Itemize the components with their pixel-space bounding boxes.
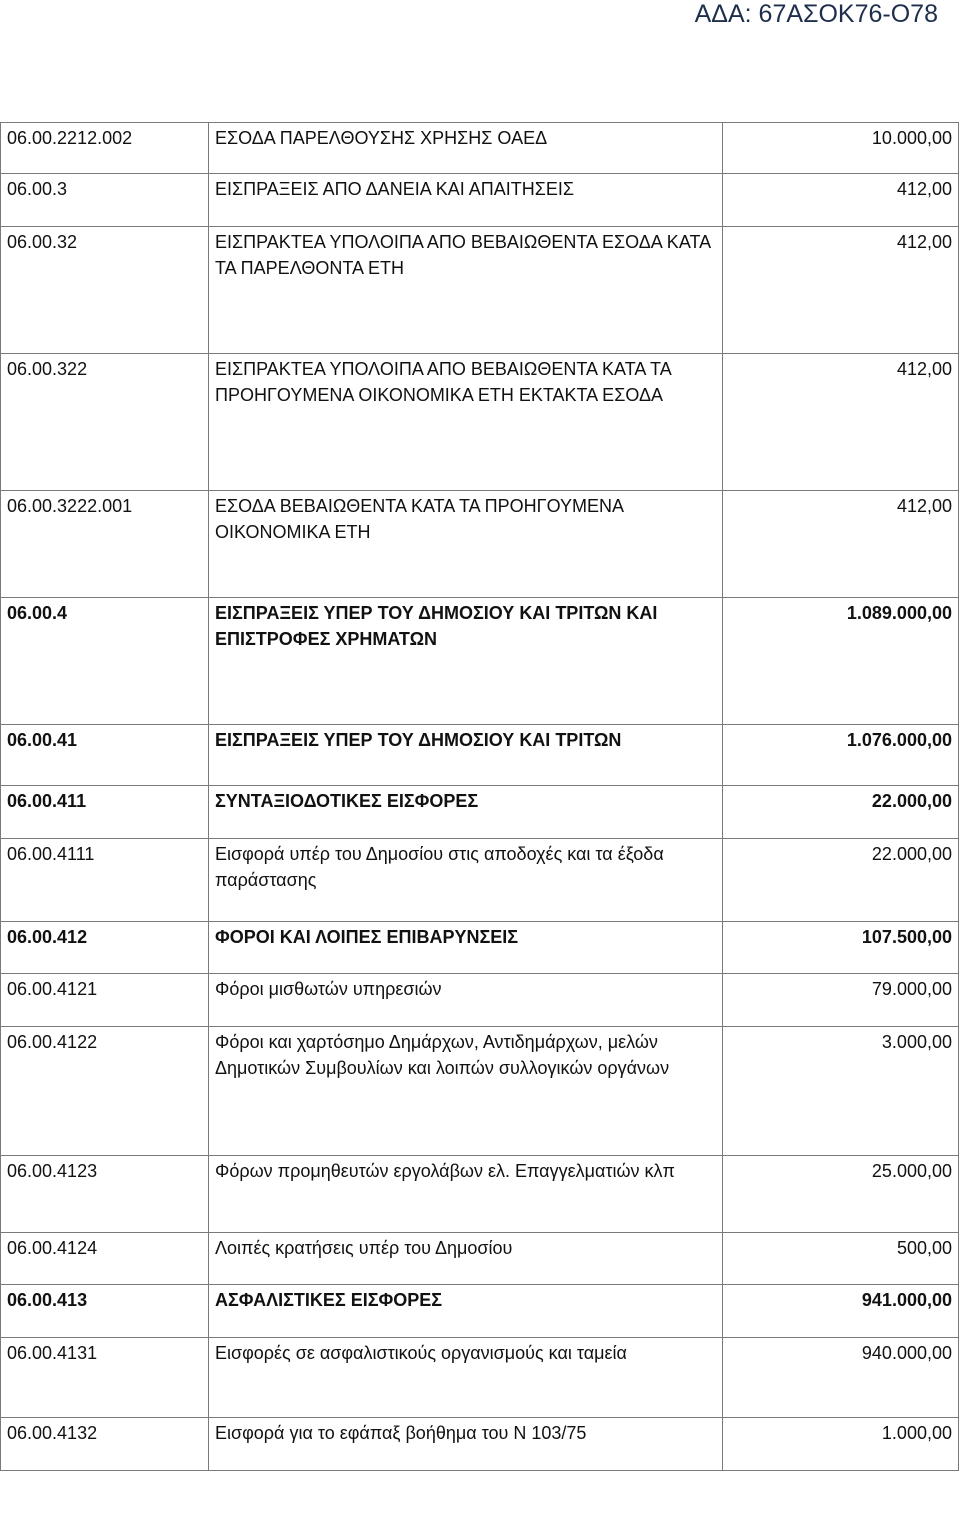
row-code: 06.00.3222.001: [1, 491, 209, 598]
row-code: 06.00.4131: [1, 1338, 209, 1418]
row-amount: 500,00: [723, 1233, 959, 1285]
row-code: 06.00.4122: [1, 1027, 209, 1156]
row-amount: 1.089.000,00: [723, 598, 959, 725]
row-amount: 10.000,00: [723, 123, 959, 174]
row-description: ΕΣΟΔΑ ΒΕΒΑΙΩΘΕΝΤΑ ΚΑΤΑ ΤΑ ΠΡΟΗΓΟΥΜΕΝΑ ΟΙΚΟΝΟΜΙΚΑ ΕΤΗ: [209, 491, 723, 598]
ada-code: ΑΔΑ: 67ΑΣΟΚ76-Ο78: [694, 0, 938, 28]
table-row: [1, 227, 959, 354]
table-row: [1, 1418, 959, 1471]
table-row: [1, 598, 959, 725]
row-code: 06.00.3: [1, 174, 209, 227]
table-row: [1, 1027, 959, 1156]
row-description: ΕΙΣΠΡΑΚΤΕΑ ΥΠΟΛΟΙΠΑ ΑΠΟ ΒΕΒΑΙΩΘΕΝΤΑ ΕΣΟΔΑ ΚΑΤΑ ΤΑ ΠΑΡΕΛΘΟΝΤΑ ΕΤΗ: [209, 227, 723, 354]
row-amount: 107.500,00: [723, 922, 959, 974]
row-description: Φόροι και χαρτόσημο Δημάρχων, Αντιδημάρχων, μελών Δημοτικών Συμβουλίων και λοιπών συλλογικών οργάνων: [209, 1027, 723, 1156]
row-amount: 1.076.000,00: [723, 725, 959, 786]
row-amount: 22.000,00: [723, 786, 959, 839]
row-description: ΣΥΝΤΑΞΙΟΔΟΤΙΚΕΣ ΕΙΣΦΟΡΕΣ: [209, 786, 723, 839]
table-row: [1, 1156, 959, 1233]
row-amount: 412,00: [723, 174, 959, 227]
table-row: [1, 1338, 959, 1418]
table-row: [1, 1233, 959, 1285]
row-amount: 940.000,00: [723, 1338, 959, 1418]
table-row: [1, 174, 959, 227]
table-row: [1, 123, 959, 174]
row-description: ΑΣΦΑΛΙΣΤΙΚΕΣ ΕΙΣΦΟΡΕΣ: [209, 1285, 723, 1338]
row-code: 06.00.2212.002: [1, 123, 209, 174]
table-row: [1, 1285, 959, 1338]
row-description: Φόροι μισθωτών υπηρεσιών: [209, 974, 723, 1027]
row-amount: 79.000,00: [723, 974, 959, 1027]
row-code: 06.00.4124: [1, 1233, 209, 1285]
row-amount: 941.000,00: [723, 1285, 959, 1338]
row-code: 06.00.41: [1, 725, 209, 786]
table-row: [1, 491, 959, 598]
table-row: [1, 974, 959, 1027]
row-description: ΕΣΟΔΑ ΠΑΡΕΛΘΟΥΣΗΣ ΧΡΗΣΗΣ ΟΑΕΔ: [209, 123, 723, 174]
row-description: Λοιπές κρατήσεις υπέρ του Δημοσίου: [209, 1233, 723, 1285]
row-amount: 412,00: [723, 354, 959, 491]
table-row: [1, 839, 959, 922]
row-description: ΕΙΣΠΡΑΞΕΙΣ ΥΠΕΡ ΤΟΥ ΔΗΜΟΣΙΟΥ ΚΑΙ ΤΡΙΤΩΝ ΚΑΙ ΕΠΙΣΤΡΟΦΕΣ ΧΡΗΜΑΤΩΝ: [209, 598, 723, 725]
row-description: ΦΟΡΟΙ ΚΑΙ ΛΟΙΠΕΣ ΕΠΙΒΑΡΥΝΣΕΙΣ: [209, 922, 723, 974]
table-row: [1, 786, 959, 839]
row-description: Εισφορά υπέρ του Δημοσίου στις αποδοχές και τα έξοδα παράστασης: [209, 839, 723, 922]
row-description: Εισφορά για το εφάπαξ βοήθημα του Ν 103/75: [209, 1418, 723, 1471]
budget-table: [0, 122, 959, 1471]
row-description: ΕΙΣΠΡΑΞΕΙΣ ΥΠΕΡ ΤΟΥ ΔΗΜΟΣΙΟΥ ΚΑΙ ΤΡΙΤΩΝ: [209, 725, 723, 786]
row-description: Εισφορές σε ασφαλιστικούς οργανισμούς και ταμεία: [209, 1338, 723, 1418]
row-code: 06.00.322: [1, 354, 209, 491]
row-code: 06.00.413: [1, 1285, 209, 1338]
table-row: [1, 725, 959, 786]
row-amount: 412,00: [723, 491, 959, 598]
row-amount: 25.000,00: [723, 1156, 959, 1233]
row-code: 06.00.4121: [1, 974, 209, 1027]
row-code: 06.00.411: [1, 786, 209, 839]
row-code: 06.00.4111: [1, 839, 209, 922]
row-amount: 1.000,00: [723, 1418, 959, 1471]
row-amount: 22.000,00: [723, 839, 959, 922]
row-code: 06.00.412: [1, 922, 209, 974]
row-description: ΕΙΣΠΡΑΚΤΕΑ ΥΠΟΛΟΙΠΑ ΑΠΟ ΒΕΒΑΙΩΘΕΝΤΑ ΚΑΤΑ ΤΑ ΠΡΟΗΓΟΥΜΕΝΑ ΟΙΚΟΝΟΜΙΚΑ ΕΤΗ ΕΚΤΑΚΤΑ ΕΣΟΔΑ: [209, 354, 723, 491]
row-code: 06.00.32: [1, 227, 209, 354]
row-code: 06.00.4132: [1, 1418, 209, 1471]
row-code: 06.00.4123: [1, 1156, 209, 1233]
row-description: ΕΙΣΠΡΑΞΕΙΣ ΑΠΟ ΔΑΝΕΙΑ ΚΑΙ ΑΠΑΙΤΗΣΕΙΣ: [209, 174, 723, 227]
row-amount: 3.000,00: [723, 1027, 959, 1156]
table-row: [1, 922, 959, 974]
row-amount: 412,00: [723, 227, 959, 354]
row-description: Φόρων προμηθευτών εργολάβων ελ. Επαγγελματιών κλπ: [209, 1156, 723, 1233]
row-code: 06.00.4: [1, 598, 209, 725]
table-row: [1, 354, 959, 491]
